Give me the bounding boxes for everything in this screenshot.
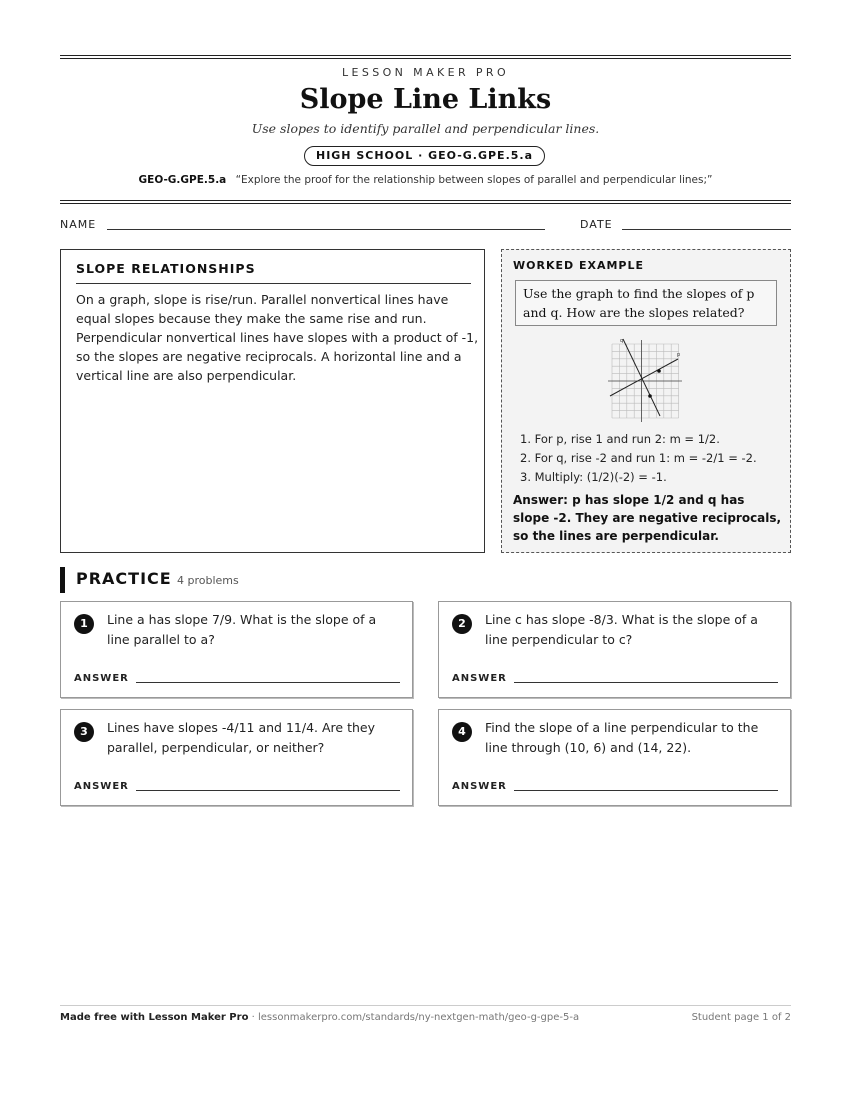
problem-number: 1 [74, 614, 94, 634]
answer-label: ANSWER [452, 781, 507, 792]
answer-label: ANSWER [74, 781, 129, 792]
answer-line[interactable] [136, 682, 400, 683]
date-field-line[interactable] [622, 229, 791, 230]
problem-card-4 [438, 709, 791, 806]
answer-line[interactable] [514, 682, 778, 683]
slope-relationships-heading: SLOPE RELATIONSHIPS [76, 261, 256, 276]
standard-text: “Explore the proof for the relationship between slopes of parallel and perpendicular lines;” [235, 174, 713, 186]
problem-card-3 [60, 709, 413, 806]
step-2: 2. For q, rise -2 and run 1: m = -2/1 = -2. [520, 451, 757, 465]
answer-line[interactable] [514, 790, 778, 791]
worked-example-question: Use the graph to find the slopes of p and q. How are the slopes related? [515, 280, 777, 326]
brand-name: LESSON MAKER PRO [341, 66, 510, 79]
answer-line[interactable] [136, 790, 400, 791]
problem-text: Line c has slope -8/3. What is the slope of a line perpendicular to c? [485, 612, 758, 647]
problem-card-2 [438, 601, 791, 698]
heading-divider [76, 283, 471, 284]
worked-example-box [501, 249, 791, 553]
name-field-line[interactable] [107, 229, 545, 230]
problem-number: 2 [452, 614, 472, 634]
problem-text: Lines have slopes -4/11 and 11/4. Are they parallel, perpendicular, or neither? [107, 720, 375, 755]
problem-text: Line a has slope 7/9. What is the slope of a line parallel to a? [107, 612, 377, 647]
name-label: NAME [60, 218, 97, 231]
step-3: 3. Multiply: (1/2)(-2) = -1. [520, 470, 667, 484]
answer-label: ANSWER [74, 673, 129, 684]
footer-url[interactable]: · lessonmakerpro.com/standards/ny-nextgen-math/geo-g-gpe-5-a [248, 1012, 580, 1023]
header-rule-top [60, 55, 791, 56]
page-subtitle: Use slopes to identify parallel and perpendicular lines. [251, 121, 600, 136]
worksheet-page [60, 0, 791, 1100]
worked-example-steps [520, 430, 757, 487]
date-label: DATE [580, 218, 613, 231]
problem-text: Find the slope of a line perpendicular to the line through (10, 6) and (14, 22). [485, 720, 759, 755]
problem-number: 3 [74, 722, 94, 742]
standard-code: GEO-G.GPE.5.a [138, 174, 227, 186]
line-p-point [657, 369, 661, 373]
standard-description [60, 174, 791, 186]
line-p [610, 359, 678, 396]
line-p-label: p [677, 352, 681, 358]
footer-made-with: Made free with Lesson Maker Pro [60, 1012, 249, 1023]
practice-heading: PRACTICE [76, 569, 172, 588]
practice-accent-bar [60, 567, 65, 593]
slope-relationships-text: On a graph, slope is rise/run. Parallel nonvertical lines have equal slopes because they make the same rise and run. Perpendicular nonvertical lines have slopes with a product of -1, so the slopes are negative reciprocals. A horizontal line and a vertical line are also perpendicular. [76, 292, 479, 383]
worked-example-answer: Answer: p has slope 1/2 and q has slope -2. They are negative reciprocals, so the lines are perpendicular. [513, 493, 782, 543]
step-1: 1. For p, rise 1 and run 2: m = 1/2. [520, 432, 720, 446]
header-rule-top-2 [60, 58, 791, 59]
grade-standard-badge: HIGH SCHOOL · GEO-G.GPE.5.a [304, 146, 545, 166]
footer-divider [60, 1005, 791, 1006]
answer-label: ANSWER [452, 673, 507, 684]
slope-graph [602, 336, 686, 426]
line-q-label: q [620, 338, 624, 344]
footer-credit [60, 1012, 579, 1023]
header-rule-bottom [60, 200, 791, 201]
line-q-point [648, 394, 652, 398]
page-title: Slope Line Links [299, 84, 552, 115]
problem-card-1 [60, 601, 413, 698]
worked-example-heading: WORKED EXAMPLE [513, 259, 644, 272]
footer-page-number: Student page 1 of 2 [691, 1012, 791, 1023]
slope-relationships-box [60, 249, 485, 553]
problem-number: 4 [452, 722, 472, 742]
header-rule-bottom-2 [60, 203, 791, 204]
practice-count: 4 problems [177, 574, 239, 587]
